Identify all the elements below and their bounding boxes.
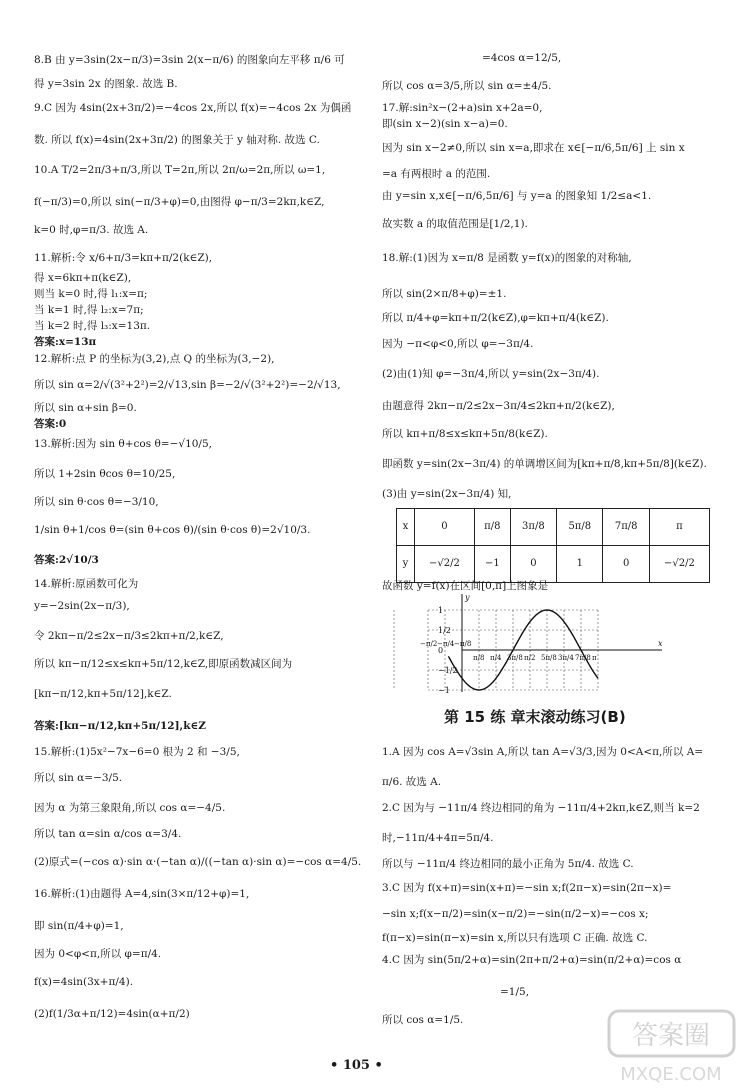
left-text-line: 8.B 由 y=3sin(2x−π/3)=3sin 2(x−π/6) 的图象向左平移 π/6 可	[34, 54, 345, 66]
right-text-line: 由 y=sin x,x∈[−π/6,5π/6] 与 y=a 的图象知 1/2≤a<1.	[382, 190, 652, 202]
table-cell: 0	[510, 546, 556, 583]
right-text-line: 由题意得 2kπ−π/2≤2x−3π/4≤2kπ+π/2(k∈Z),	[382, 400, 615, 412]
left-text-line: 所以 kπ−π/12≤x≤kπ+5π/12,k∈Z,即原函数减区间为	[34, 658, 293, 670]
table-row	[397, 509, 710, 546]
x-tick-label: −π/8	[454, 640, 472, 648]
left-text-line: (2)f(1/3α+π/12)=4sin(α+π/2)	[34, 1008, 190, 1020]
left-text-line: 则当 k=0 时,得 l₁:x=π;	[34, 288, 148, 300]
table-cell: π	[649, 509, 709, 546]
left-text-line: 数. 所以 f(x)=4sin(2x+3π/2) 的图象关于 y 轴对称. 故选 C.	[34, 134, 320, 146]
right-text-line: −sin x;f(x−π/2)=sin(x−π/2)=−sin(π/2−x)=−cos x;	[382, 908, 649, 920]
left-text-line: 当 k=1 时,得 l₂:x=7π;	[34, 304, 144, 316]
left-text-line: 答案:0	[34, 418, 67, 430]
left-text-line: 所以 sin α+sin β=0.	[34, 402, 137, 414]
watermark-logo	[604, 1006, 739, 1088]
right-text-line: 2.C 因为与 −11π/4 终边相同的角为 −11π/4+2kπ,k∈Z,则当 k=2	[382, 802, 700, 814]
right-text-line: 因为 −π<φ<0,所以 φ=−3π/4.	[382, 338, 534, 350]
left-text-line: 当 k=2 时,得 l₃:x=13π.	[34, 320, 151, 332]
x-tick-label: −π/2	[420, 640, 438, 648]
left-text-line: 14.解析:原函数可化为	[34, 578, 139, 590]
right-text-line: =1/5,	[500, 986, 530, 998]
left-text-line: 9.C 因为 4sin(2x+3π/2)=−4cos 2x,所以 f(x)=−4cos 2x 为偶函	[34, 102, 352, 114]
left-text-line: 答案:2√10/3	[34, 554, 99, 566]
right-text-line: 故函数 y=f(x)在区间[0,π]上图象是	[382, 580, 549, 592]
left-text-line: f(x)=4sin(3x+π/4).	[34, 976, 134, 988]
left-text-line: 10.A T/2=2π/3+π/3,所以 T=2π,所以 2π/ω=2π,所以 ω=1,	[34, 164, 326, 176]
left-text-line: 所以 sin α=−3/5.	[34, 772, 123, 784]
right-text-line: 17.解:sin²x−(2+a)sin x+2a=0,	[382, 102, 543, 114]
section-title: 第 15 练 章末滚动练习(B)	[444, 708, 626, 726]
right-text-line: 所以 kπ+π/8≤x≤kπ+5π/8(k∈Z).	[382, 428, 548, 440]
table-cell: x	[397, 509, 415, 546]
left-text-line: 12.解析:点 P 的坐标为(3,2),点 Q 的坐标为(3,−2),	[34, 353, 275, 365]
table-cell: 5π/8	[557, 509, 603, 546]
right-text-line: 18.解:(1)因为 x=π/8 是函数 y=f(x)的图象的对称轴,	[382, 252, 632, 264]
right-text-line: 所以与 −11π/4 终边相同的最小正角为 5π/4. 故选 C.	[382, 858, 634, 870]
table-cell: y	[397, 546, 415, 583]
right-text-line: =4cos α=12/5,	[482, 52, 562, 64]
left-text-line: 得 y=3sin 2x 的图象. 故选 B.	[34, 78, 178, 90]
table-row	[397, 546, 710, 583]
left-text-line: 令 2kπ−π/2≤2x−π/3≤2kπ+π/2,k∈Z,	[34, 630, 224, 642]
left-text-line: 所以 tan α=sin α/cos α=3/4.	[34, 828, 182, 840]
svg-text:x: x	[658, 639, 663, 648]
right-text-line: 时,−11π/4+4π=5π/4.	[382, 832, 494, 844]
left-text-line: 16.解析:(1)由题得 A=4,sin(3×π/12+φ)=1,	[34, 888, 250, 900]
left-text-line: 11.解析:令 x/6+π/3=kπ+π/2(k∈Z),	[34, 252, 213, 264]
right-text-line: π/6. 故选 A.	[382, 776, 442, 788]
page-number: • 105 •	[330, 1058, 383, 1073]
left-text-line: 15.解析:(1)5x²−7x−6=0 根为 2 和 −3/5,	[34, 746, 240, 758]
right-text-line: 所以 cos α=1/5.	[382, 1014, 464, 1026]
left-text-line: 所以 sin θ·cos θ=−3/10,	[34, 496, 159, 508]
value-table	[396, 508, 710, 583]
x-tick-label: −π/4	[437, 640, 455, 648]
left-text-line: 所以 1+2sin θcos θ=10/25,	[34, 468, 176, 480]
x-tick-label: π/8	[473, 654, 485, 662]
right-text-line: 故实数 a 的取值范围是[1/2,1).	[382, 218, 528, 230]
right-text-line: (3)由 y=sin(2x−3π/4) 知,	[382, 488, 512, 500]
right-text-line: 4.C 因为 sin(5π/2+α)=sin(2π+π/2+α)=sin(π/2+α)=cos α	[382, 954, 682, 966]
y-tick-label: −1	[438, 686, 450, 695]
left-text-line: 因为 α 为第三象限角,所以 cos α=−4/5.	[34, 802, 226, 814]
svg-text:y: y	[465, 593, 470, 602]
left-text-line: 1/sin θ+1/cos θ=(sin θ+cos θ)/(sin θ·cos θ)=2√10/3.	[34, 524, 311, 536]
left-text-line: 得 x=6kπ+π(k∈Z),	[34, 272, 132, 284]
left-text-line: k=0 时,φ=π/3. 故选 A.	[34, 224, 149, 236]
table-cell: 1	[557, 546, 603, 583]
x-tick-label: 5π/8	[541, 654, 557, 662]
left-text-line: 所以 sin α=2/√(3²+2²)=2/√13,sin β=−2/√(3²+2²)=−2/√13,	[34, 379, 341, 391]
right-text-line: 因为 sin x−2≠0,所以 sin x=a,即求在 x∈[−π/6,5π/6] 上 sin x	[382, 142, 685, 154]
table-cell: 3π/8	[510, 509, 556, 546]
left-text-line: 13.解析:因为 sin θ+cos θ=−√10/5,	[34, 438, 212, 450]
table-cell: −√2/2	[649, 546, 709, 583]
right-text-line: 所以 sin(2×π/8+φ)=±1.	[382, 288, 507, 300]
x-tick-label: 3π/8	[507, 654, 523, 662]
left-text-line: (2)原式=(−cos α)·sin α·(−tan α)/((−tan α)·sin α)=−cos α=4/5.	[34, 856, 362, 868]
right-text-line: 1.A 因为 cos A=√3sin A,所以 tan A=√3/3,因为 0<A<π,所以 A=	[382, 746, 704, 758]
y-tick-label: 0	[438, 646, 444, 655]
table-cell: 0	[414, 509, 474, 546]
table-cell: π/8	[474, 509, 510, 546]
x-tick-label: π	[592, 654, 597, 662]
y-tick-label: 1	[438, 606, 444, 615]
x-tick-label: 7π/8	[575, 654, 591, 662]
right-text-line: (2)由(1)知 φ=−3π/4,所以 y=sin(2x−3π/4).	[382, 368, 600, 380]
y-tick-label: 1/2	[438, 626, 451, 635]
right-text-line: 所以 cos α=3/5,所以 sin α=±4/5.	[382, 80, 552, 92]
x-tick-label: 3π/4	[558, 654, 574, 662]
right-text-line: 所以 π/4+φ=kπ+π/2(k∈Z),φ=kπ+π/4(k∈Z).	[382, 312, 609, 324]
left-text-line: y=−2sin(2x−π/3),	[34, 600, 130, 612]
svg-text:MXQE.COM: MXQE.COM	[620, 1064, 722, 1085]
right-text-line: 即(sin x−2)(sin x−a)=0.	[382, 118, 508, 130]
svg-text:答案圈: 答案圈	[631, 1021, 711, 1051]
x-tick-label: π/4	[490, 654, 502, 662]
right-text-line: =a 有两根时 a 的范围.	[382, 168, 491, 180]
left-text-line: [kπ−π/12,kπ+5π/12],k∈Z.	[34, 688, 172, 700]
table-cell: 0	[603, 546, 649, 583]
y-tick-label: −1/2	[438, 666, 458, 675]
left-text-line: 即 sin(π/4+φ)=1,	[34, 920, 124, 932]
table-cell: −√2/2	[414, 546, 474, 583]
x-tick-label: π/2	[524, 654, 536, 662]
right-text-line: 即函数 y=sin(2x−3π/4) 的单调增区间为[kπ+π/8,kπ+5π/8](k∈Z).	[382, 458, 707, 470]
right-text-line: 3.C 因为 f(x+π)=sin(x+π)=−sin x;f(2π−x)=sin(2π−x)=	[382, 882, 672, 894]
sine-graph	[420, 592, 666, 696]
table-cell: 7π/8	[603, 509, 649, 546]
table-cell: −1	[474, 546, 510, 583]
left-text-line: 因为 0<φ<π,所以 φ=π/4.	[34, 948, 162, 960]
left-text-line: 答案:[kπ−π/12,kπ+5π/12],k∈Z	[34, 720, 206, 732]
left-text-line: f(−π/3)=0,所以 sin(−π/3+φ)=0,由图得 φ−π/3=2kπ,k∈Z,	[34, 196, 325, 208]
right-text-line: f(π−x)=sin(π−x)=sin x,所以只有选项 C 正确. 故选 C.	[382, 932, 648, 944]
left-text-line: 答案:x=13π	[34, 336, 97, 348]
